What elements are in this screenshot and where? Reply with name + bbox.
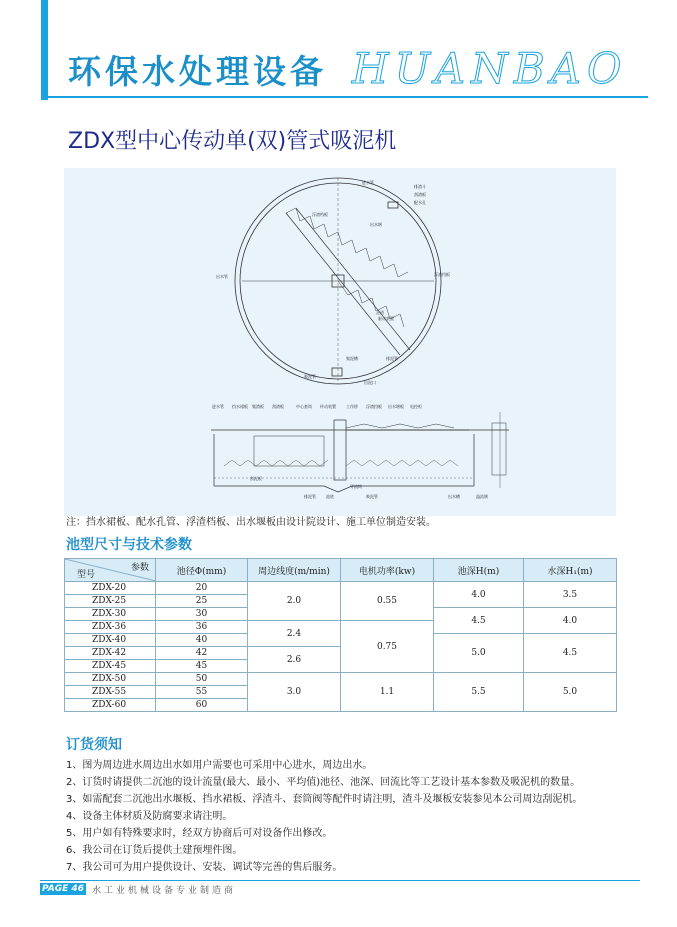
plan-label-7: 浮渣挡板	[434, 272, 450, 277]
list-item: 3、如需配套二沉池出水堰板、挡水裙板、浮渣斗、套筒阀等配件时请注明，渣斗及堰板安装参见本公司周边刮泥机。	[66, 794, 583, 805]
order-section-title: 订货须知	[66, 737, 122, 753]
section-label-7: 工作桥	[346, 404, 358, 409]
section-outlet-channel	[492, 423, 506, 475]
section-label-5: 中心套筒	[296, 404, 312, 409]
drawing-svg	[64, 168, 616, 516]
plan-label-11: 走道	[376, 310, 384, 315]
section-truss-top	[346, 424, 454, 428]
cell-model: ZDX-42	[65, 647, 156, 660]
cell-model: ZDX-25	[65, 595, 156, 608]
order-list	[66, 757, 582, 876]
spec-header-row	[65, 559, 617, 582]
section-label-8: 浮渣挡板	[366, 404, 382, 409]
section-left-tank	[254, 436, 324, 466]
header-accent-bar	[41, 0, 48, 100]
header-title: 环保水处理设备	[68, 52, 327, 91]
list-item: 4、设备主体材质及防腐要求请注明。	[66, 811, 233, 822]
cell-depth: 5.0	[434, 634, 524, 673]
plan-label-6: 出水堰	[370, 222, 382, 227]
cell-model: ZDX-60	[65, 699, 156, 712]
list-item: 5、用户如有特殊要求时，经双方协商后可对设备作出修改。	[66, 828, 333, 839]
cell-model: ZDX-50	[65, 673, 156, 686]
col-diameter: 池径Φ(mm)	[156, 559, 248, 582]
section-label-6: 传动装置	[320, 404, 336, 409]
cell-speed: 2.4	[248, 621, 341, 647]
cell-diameter: 45	[156, 660, 248, 673]
cell-diameter: 36	[156, 621, 248, 634]
spec-header-corner	[65, 559, 156, 582]
drawing-note: 注：挡水裙板、配水孔管、浮渣档板、出水堰板由设计院设计、施工单位制造安装。	[66, 517, 436, 528]
section-label-13: 池底	[326, 494, 334, 499]
plan-label-1: 进水管	[362, 180, 374, 185]
list-item: 2、订货时请提供二沉池的设计流量(最大、最小、平均值)池径、池深、回流比等工艺设计基本参数及吸泥机的数量。	[66, 777, 581, 788]
header-watermark: HUANBAO	[352, 44, 628, 93]
plan-label-13: 集泥槽	[346, 356, 358, 361]
truss-edge-b	[296, 208, 410, 350]
section-label-9: 出水堰板	[388, 404, 404, 409]
plan-label-8: 出水管	[216, 274, 228, 279]
section-label-14: 导流筒	[350, 484, 362, 489]
plan-label-14: 排泥管	[386, 356, 398, 361]
header-model-label: 型号	[77, 570, 96, 580]
cell-speed: 2.0	[248, 582, 341, 621]
truss-edge-a	[286, 213, 400, 355]
truss-zigzag-2	[338, 281, 404, 327]
cell-diameter: 55	[156, 686, 248, 699]
page-number: PAGE 46	[40, 883, 86, 895]
section-label-1: 进水管	[212, 404, 224, 409]
section-label-10: 电控柜	[410, 404, 422, 409]
plan-label-4: 配水孔	[414, 200, 426, 205]
plan-inlet-box	[388, 202, 398, 208]
cell-model: ZDX-45	[65, 660, 156, 673]
plan-label-3: 刮渣板	[414, 192, 426, 197]
section-floor	[214, 486, 474, 492]
engineering-drawing	[64, 168, 616, 516]
cell-power: 1.1	[341, 673, 434, 712]
col-speed: 周边线度(m/min)	[248, 559, 341, 582]
plan-labels	[216, 179, 450, 385]
plan-outlet-box	[332, 368, 342, 376]
plan-label-10: 吸泥管	[304, 374, 316, 379]
plan-label-5: 浮渣档板	[312, 212, 328, 217]
list-item: 6、我公司在订货后提供土建预埋件图。	[66, 845, 243, 856]
cell-water-depth: 3.5	[524, 582, 617, 608]
section-label-4: 刮渣板	[272, 404, 284, 409]
plan-label-12: 驱动装置	[378, 316, 394, 321]
cell-model: ZDX-55	[65, 686, 156, 699]
section-label-16: 出水槽	[448, 494, 460, 499]
cell-water-depth: 5.0	[524, 673, 617, 712]
list-item: 1、图为周边进水周边出水如用户需要也可采用中心进水，周边出水。	[66, 760, 373, 771]
cell-water-depth: 4.0	[524, 608, 617, 634]
plan-label-2: 排渣斗	[414, 184, 426, 189]
section-label-12: 排泥管	[304, 494, 316, 499]
cell-diameter: 25	[156, 595, 248, 608]
cell-diameter: 30	[156, 608, 248, 621]
cell-diameter: 60	[156, 699, 248, 712]
section-scraper-right	[346, 460, 458, 466]
col-depth: 池深H(m)	[434, 559, 524, 582]
plan-view	[235, 178, 441, 384]
plan-label-9: 出泥口	[364, 380, 376, 385]
footer-rule	[40, 880, 640, 881]
header-param-label: 参数	[130, 563, 149, 573]
spec-section-title: 池型尺寸与技术参数	[66, 537, 192, 553]
table-row	[65, 582, 617, 595]
section-label-11: 刮泥板	[250, 476, 262, 481]
cell-speed: 2.6	[248, 647, 341, 673]
spec-table	[64, 558, 617, 712]
cell-power: 0.55	[341, 582, 434, 621]
section-scraper-left	[224, 460, 328, 466]
cell-speed: 3.0	[248, 673, 341, 712]
cell-depth: 4.5	[434, 608, 524, 634]
cell-depth: 4.0	[434, 582, 524, 608]
page-title: ZDX型中心传动单(双)管式吸泥机	[68, 129, 397, 154]
cell-model: ZDX-30	[65, 608, 156, 621]
cell-water-depth: 4.5	[524, 634, 617, 673]
section-labels	[212, 403, 488, 499]
col-water-depth: 水深H₁(m)	[524, 559, 617, 582]
header-rule	[48, 96, 648, 98]
list-item: 7、我公司可为用户提供设计、安装、调试等完善的售后服务。	[66, 862, 343, 873]
col-power: 电机功率(kw)	[341, 559, 434, 582]
section-label-15: 吸泥管	[366, 494, 378, 499]
cell-diameter: 40	[156, 634, 248, 647]
section-label-3: 集渣板	[252, 404, 264, 409]
cell-model: ZDX-36	[65, 621, 156, 634]
cell-depth: 5.5	[434, 673, 524, 712]
section-label-2: 挡水裙板	[232, 404, 248, 409]
section-center-drum	[334, 420, 346, 480]
cell-model: ZDX-40	[65, 634, 156, 647]
table-row	[65, 673, 617, 686]
section-label-17: 溢流堰	[476, 494, 488, 499]
footer-tagline: 水工业机械设备专业制造商	[92, 886, 237, 896]
cell-diameter: 42	[156, 647, 248, 660]
cell-diameter: 50	[156, 673, 248, 686]
cell-model: ZDX-20	[65, 582, 156, 595]
cell-power: 0.75	[341, 621, 434, 673]
cell-diameter: 20	[156, 582, 248, 595]
